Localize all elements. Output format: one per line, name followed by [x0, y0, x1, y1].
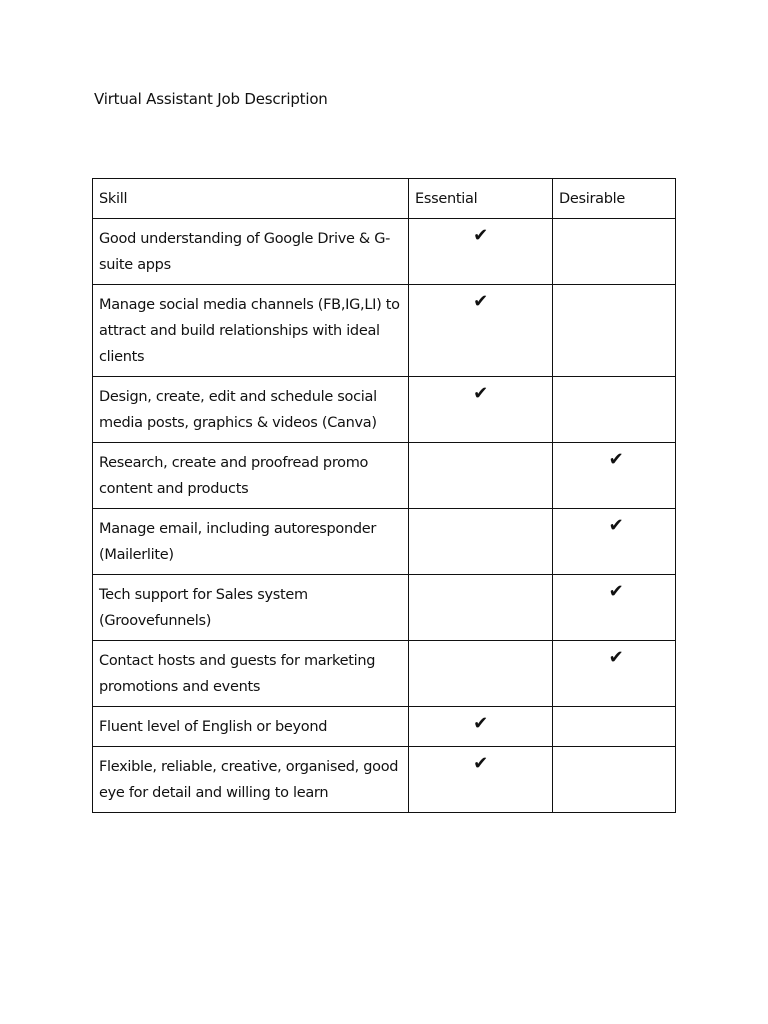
skill-cell: Flexible, reliable, creative, organised, good eye for detail and willing to learn [93, 747, 409, 813]
desirable-cell [553, 747, 676, 813]
check-icon: ✔ [473, 383, 488, 404]
skill-cell: Good understanding of Google Drive & G-suite apps [93, 219, 409, 285]
header-essential: Essential [409, 179, 553, 219]
table-row [93, 285, 676, 377]
skill-cell: Fluent level of English or beyond [93, 707, 409, 747]
skills-table [92, 178, 676, 813]
desirable-cell [553, 707, 676, 747]
essential-cell [409, 443, 553, 509]
desirable-cell [553, 377, 676, 443]
table-row [93, 641, 676, 707]
essential-cell [409, 377, 553, 443]
desirable-cell [553, 443, 676, 509]
desirable-cell [553, 219, 676, 285]
check-icon: ✔ [608, 647, 624, 668]
desirable-cell [553, 575, 676, 641]
skill-cell: Manage social media channels (FB,IG,LI) to attract and build relationships with ideal clients [93, 285, 409, 377]
document-title: Virtual Assistant Job Description [94, 90, 328, 108]
desirable-cell [553, 641, 676, 707]
header-desirable: Desirable [553, 179, 676, 219]
skill-cell: Contact hosts and guests for marketing promotions and events [93, 641, 409, 707]
skill-cell: Design, create, edit and schedule social media posts, graphics & videos (Canva) [93, 377, 409, 443]
check-icon: ✔ [473, 291, 488, 312]
desirable-cell [553, 285, 676, 377]
table-row [93, 707, 676, 747]
header-skill: Skill [93, 179, 409, 219]
check-icon: ✔ [608, 449, 624, 470]
skill-cell: Tech support for Sales system (Groovefunnels) [93, 575, 409, 641]
essential-cell [409, 747, 553, 813]
skill-cell: Research, create and proofread promo content and products [93, 443, 409, 509]
essential-cell [409, 509, 553, 575]
essential-cell [409, 285, 553, 377]
essential-cell [409, 575, 553, 641]
desirable-cell [553, 509, 676, 575]
table-row [93, 509, 676, 575]
check-icon: ✔ [608, 515, 624, 536]
table-row [93, 377, 676, 443]
essential-cell [409, 641, 553, 707]
table-row [93, 443, 676, 509]
skill-cell: Manage email, including autoresponder (Mailerlite) [93, 509, 409, 575]
table-row [93, 575, 676, 641]
check-icon: ✔ [473, 225, 488, 246]
table-row [93, 219, 676, 285]
check-icon: ✔ [608, 581, 624, 602]
essential-cell [409, 219, 553, 285]
check-icon: ✔ [473, 753, 488, 774]
table-row [93, 747, 676, 813]
essential-cell [409, 707, 553, 747]
check-icon: ✔ [473, 713, 488, 734]
table-header-row [93, 179, 676, 219]
